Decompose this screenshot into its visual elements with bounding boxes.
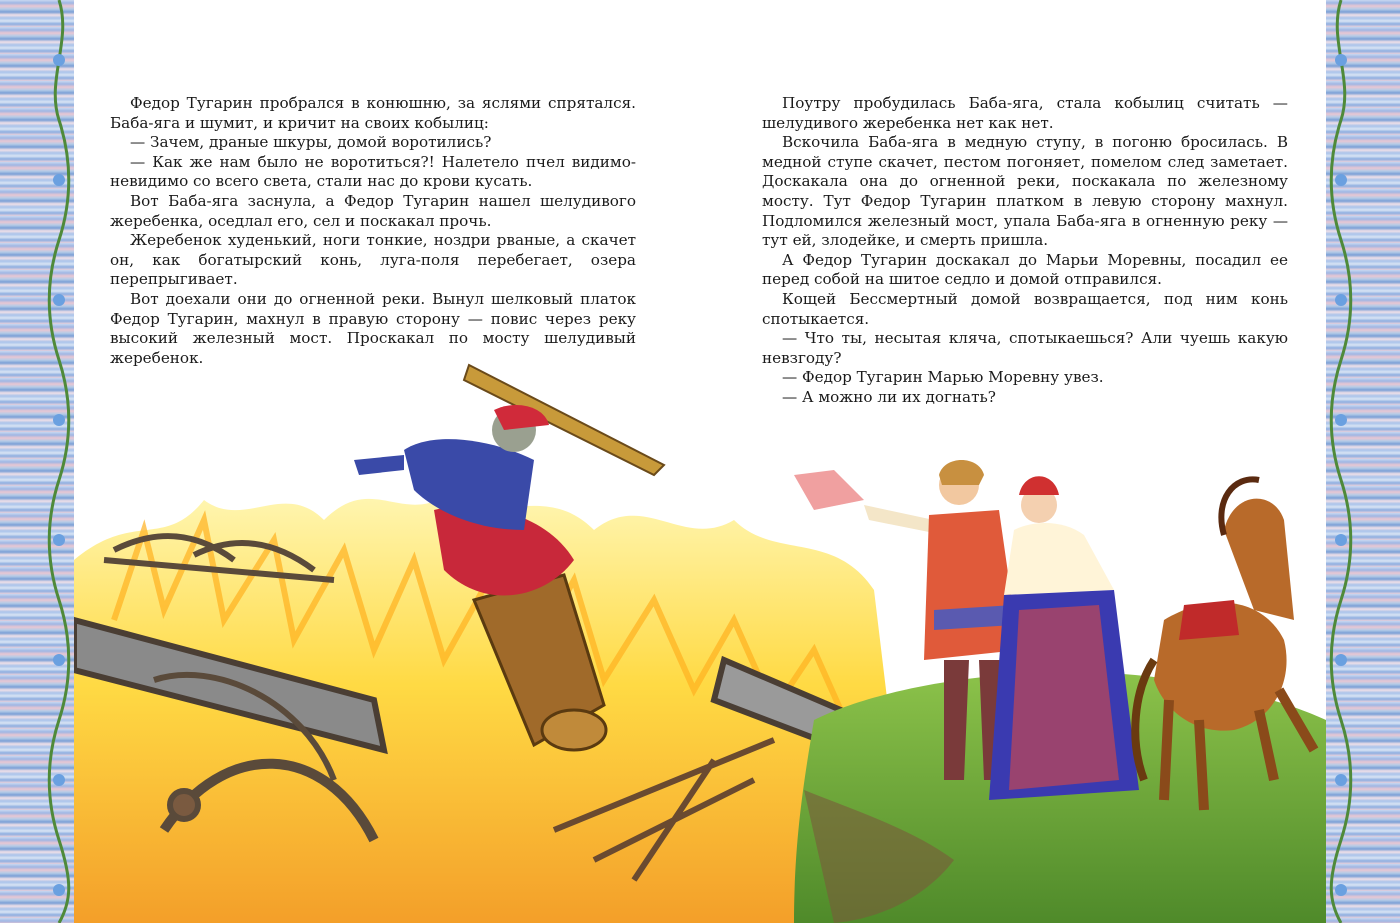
paragraph: Вскочила Баба-яга в медную ступу, в погоню бросилась. В медной ступе скачет, пестом погоняет, помелом след заметает. Доскакала она до огненной реки, поскакала по железному мосту. Тут Федор Тугарин платком в левую сторону махнул. Подломился железный мост, упала Баба-яга в огненную реку — тут ей, злодейке, и смерть пришла.: [762, 133, 1288, 250]
paragraph: Вот доехали они до огненной реки. Вынул шелковый платок Федор Тугарин, махнул в правую сторону — повис через реку высокий железный мост. Проскакал по мосту шелудивый жеребенок.: [110, 289, 636, 367]
floral-vine-icon: [44, 0, 74, 923]
paragraph: — Что ты, несытая кляча, спотыкаешься? Али чуешь какую невзгоду?: [762, 329, 1288, 367]
story-illustration: [74, 360, 1326, 923]
paragraph: Вот Баба-яга заснула, а Федор Тугарин нашел шелудивого жеребенка, оседлал его, сел и поскакал прочь.: [110, 191, 636, 230]
paragraph: — Федор Тугарин Марью Моревну увез.: [782, 368, 1104, 387]
paragraph: Федор Тугарин пробрался в конюшню, за яслями спрятался. Баба-яга и шумит, и кричит на своих кобылиц:: [110, 94, 636, 132]
right-ornamental-border: [1326, 0, 1400, 923]
paragraph: — Как же нам было не воротиться?! Налетело пчел видимо-невидимо со всего света, стали нас до крови кусать.: [110, 152, 636, 191]
left-ornamental-border: [0, 0, 74, 923]
floral-vine-icon: [1326, 0, 1356, 923]
paragraph: — Зачем, драные шкуры, домой воротились?: [130, 133, 492, 152]
paragraph: Жеребенок худенький, ноги тонкие, ноздри рваные, а скачет он, как богатырский конь, луга-поля перебегает, озера перепрыгивает.: [110, 231, 636, 289]
left-page-text: [110, 94, 636, 368]
paragraph: Кощей Бессмертный домой возвращается, под ним конь спотыкается.: [762, 289, 1288, 328]
paragraph: Поутру пробудилась Баба-яга, стала кобылиц считать — шелудивого жеребенка нет как нет.: [762, 94, 1288, 132]
marya-morevna-figure: [989, 476, 1139, 800]
paragraph: — А можно ли их догнать?: [782, 387, 996, 406]
paragraph: А Федор Тугарин доскакал до Марьи Моревны, посадил ее перед собой на шитое седло и домой отправился.: [762, 250, 1288, 289]
